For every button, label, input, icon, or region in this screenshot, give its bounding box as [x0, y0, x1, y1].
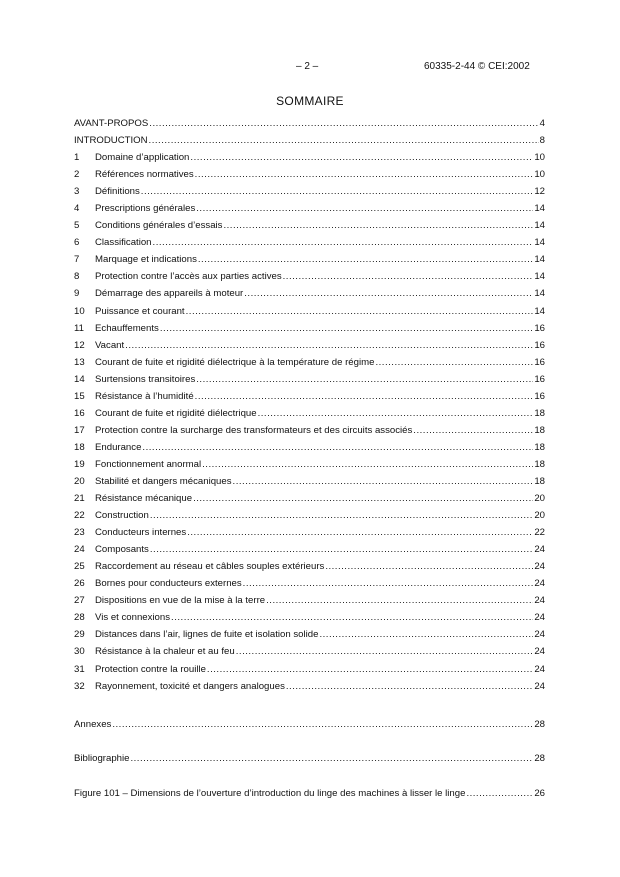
toc-entry-page: 24	[534, 561, 545, 573]
toc-entry-label: Rayonnement, toxicité et dangers analogues	[95, 680, 285, 692]
toc-entry-clause-29[interactable]	[74, 629, 545, 646]
toc-entry-number: 24	[74, 544, 85, 556]
toc-entry-number: 11	[74, 322, 84, 334]
toc-entry-label: Surtensions transitoires	[95, 373, 196, 385]
toc-entry-label: Endurance	[95, 441, 142, 453]
toc-entry-page: 14	[534, 237, 545, 249]
toc-entry-clause-20[interactable]	[74, 476, 545, 493]
toc-entry-label: Références normatives	[95, 169, 194, 181]
dot-leader	[258, 408, 534, 419]
toc-entry-number: 5	[74, 220, 80, 232]
toc-entry-number: 19	[74, 458, 85, 470]
toc-entry-clause-31[interactable]	[74, 664, 545, 681]
toc-entry-label: Distances dans l’air, lignes de fuite et isolation solide	[95, 629, 319, 641]
toc-entry-number: 31	[74, 663, 85, 675]
toc-entry-page: 20	[534, 510, 545, 522]
toc-entry-number: 14	[74, 373, 85, 385]
toc-entry-page: 4	[539, 118, 545, 129]
dot-leader	[142, 442, 533, 453]
dot-leader	[233, 476, 534, 487]
dot-leader	[130, 753, 533, 764]
toc-entry-number: 2	[74, 169, 80, 181]
toc-entry-clause-32[interactable]	[74, 681, 545, 698]
toc-entry-page: 16	[534, 356, 545, 368]
toc-entry-label: Conditions générales d’essais	[95, 220, 223, 232]
toc-entry-label: Démarrage des appareils à moteur	[95, 288, 244, 300]
dot-leader	[375, 357, 533, 368]
dot-leader	[125, 340, 533, 351]
toc-entry-label: Courant de fuite et rigidité diélectrique à la température de régime	[95, 356, 375, 368]
toc-entry-page: 14	[534, 305, 545, 317]
standard-reference: 60335-2-44 © CEI:2002	[424, 61, 530, 72]
toc-entry-clause-7[interactable]	[74, 254, 545, 271]
toc-entry-number: 15	[74, 390, 85, 402]
dot-leader	[266, 595, 533, 606]
dot-leader	[236, 646, 534, 657]
dot-leader	[243, 578, 534, 589]
dot-leader	[244, 288, 533, 299]
toc-entry-clause-23[interactable]	[74, 527, 545, 544]
toc-entry-label: Classification	[95, 237, 152, 249]
toc-entry-clause-11[interactable]	[74, 323, 545, 340]
page-number: – 2 –	[296, 61, 319, 72]
toc-entry-number: 18	[74, 441, 85, 453]
toc-entry-page: 28	[534, 753, 545, 764]
toc-entry-number: 21	[74, 493, 85, 505]
toc-entry-page: 24	[534, 663, 545, 675]
toc-entry-number: 6	[74, 237, 80, 249]
toc-entry-number: 32	[74, 680, 85, 692]
toc-entry-number: 26	[74, 578, 85, 590]
toc-entry-page: 24	[534, 612, 545, 624]
toc-entry-label: Puissance et courant	[95, 305, 185, 317]
toc-entry-clause-19[interactable]	[74, 459, 545, 476]
toc-entry-label: Fonctionnement anormal	[95, 458, 202, 470]
dot-leader	[193, 493, 533, 504]
dot-leader	[325, 561, 533, 572]
toc-entry-clause-27[interactable]	[74, 595, 545, 612]
toc-entry-number: 8	[74, 271, 80, 283]
toc-entry-annexes[interactable]	[74, 719, 545, 736]
toc-entry-label: AVANT-PROPOS	[74, 118, 149, 129]
toc-entry-page: 24	[534, 595, 545, 607]
toc-entry-clause-9[interactable]	[74, 288, 545, 305]
toc-entry-page: 28	[534, 719, 545, 730]
toc-entry-label: Vis et connexions	[95, 612, 171, 624]
toc-entry-number: 7	[74, 254, 80, 266]
toc-entry-page: 12	[534, 186, 545, 198]
toc-entry-number: 16	[74, 407, 85, 419]
toc-entry-clause-18[interactable]	[74, 442, 545, 459]
toc-entry-page: 10	[534, 152, 545, 164]
toc-entry-clause-26[interactable]	[74, 578, 545, 595]
dot-leader	[171, 612, 533, 623]
dot-leader	[141, 186, 534, 197]
toc-entry-label: Résistance à la chaleur et au feu	[95, 646, 235, 658]
dot-leader	[198, 254, 533, 265]
toc-entry-page: 24	[534, 646, 545, 658]
toc-entry-label: Annexes	[74, 719, 112, 730]
toc-entry-number: 29	[74, 629, 85, 641]
table-of-contents	[74, 118, 545, 698]
toc-entry-number: 23	[74, 527, 85, 539]
toc-entry-number: 3	[74, 186, 80, 198]
toc-entry-label: Domaine d’application	[95, 152, 190, 164]
toc-entry-page: 16	[534, 390, 545, 402]
toc-entry-clause-1[interactable]	[74, 152, 545, 169]
dot-leader	[283, 271, 534, 282]
dot-leader	[286, 681, 533, 692]
toc-entry-clause-10[interactable]	[74, 306, 545, 323]
page-title: SOMMAIRE	[276, 94, 344, 108]
toc-entry-clause-17[interactable]	[74, 425, 545, 442]
dot-leader	[466, 788, 533, 799]
toc-entry-page: 24	[534, 544, 545, 556]
dot-leader	[195, 391, 534, 402]
dot-leader	[207, 664, 533, 675]
toc-entry-number: 27	[74, 595, 85, 607]
toc-entry-page: 24	[534, 680, 545, 692]
toc-entry-label: Courant de fuite et rigidité diélectrique	[95, 407, 257, 419]
toc-entry-number: 1	[74, 152, 80, 164]
toc-entry-avant-propos[interactable]	[74, 118, 545, 135]
dot-leader	[413, 425, 533, 436]
toc-entry-number: 13	[74, 356, 85, 368]
dot-leader	[319, 629, 533, 640]
toc-entry-clause-8[interactable]	[74, 271, 545, 288]
toc-entry-number: 4	[74, 203, 80, 215]
dot-leader	[196, 374, 533, 385]
toc-entry-number: 28	[74, 612, 85, 624]
toc-entry-page: 16	[534, 322, 545, 334]
toc-entry-number: 20	[74, 475, 85, 487]
toc-entry-page: 18	[534, 424, 545, 436]
toc-entry-page: 24	[534, 629, 545, 641]
toc-entry-page: 14	[534, 288, 545, 300]
dot-leader	[150, 510, 533, 521]
toc-entry-number: 25	[74, 561, 85, 573]
toc-entry-clause-2[interactable]	[74, 169, 545, 186]
toc-entry-number: 12	[74, 339, 85, 351]
dot-leader	[196, 203, 533, 214]
toc-entry-page: 24	[534, 578, 545, 590]
toc-entry-page: 18	[534, 407, 545, 419]
toc-entry-page: 16	[534, 339, 545, 351]
toc-entry-label: Résistance à l’humidité	[95, 390, 194, 402]
dot-leader	[112, 719, 533, 730]
toc-entry-label: Bornes pour conducteurs externes	[95, 578, 242, 590]
toc-entry-page: 10	[534, 169, 545, 181]
toc-entry-introduction[interactable]	[74, 135, 545, 152]
toc-entry-clause-5[interactable]	[74, 220, 545, 237]
toc-entry-label: Figure 101 – Dimensions de l’ouverture d’introduction du linge des machines à lisser le linge	[74, 788, 466, 799]
toc-entry-clause-4[interactable]	[74, 203, 545, 220]
toc-entry-number: 17	[74, 424, 85, 436]
toc-entry-clause-21[interactable]	[74, 493, 545, 510]
toc-entry-page: 14	[534, 220, 545, 232]
toc-entry-label: Construction	[95, 510, 149, 522]
toc-entry-label: Composants	[95, 544, 149, 556]
toc-entry-page: 20	[534, 493, 545, 505]
toc-entry-label: Résistance mécanique	[95, 493, 193, 505]
toc-entry-bibliographie[interactable]	[74, 753, 545, 770]
toc-entry-page: 16	[534, 373, 545, 385]
dot-leader	[149, 118, 538, 129]
toc-entry-label: INTRODUCTION	[74, 135, 148, 147]
toc-entry-number: 30	[74, 646, 85, 658]
toc-entry-page: 18	[534, 475, 545, 487]
dot-leader	[187, 527, 533, 538]
toc-entry-page: 14	[534, 254, 545, 266]
toc-entry-page: 8	[539, 135, 545, 147]
toc-entry-label: Conducteurs internes	[95, 527, 187, 539]
toc-entry-clause-3[interactable]	[74, 186, 545, 203]
toc-entry-label: Prescriptions générales	[95, 203, 196, 215]
dot-leader	[195, 169, 534, 180]
toc-entry-page: 14	[534, 271, 545, 283]
toc-entry-page: 18	[534, 458, 545, 470]
toc-entry-number: 10	[74, 305, 85, 317]
toc-entry-clause-13[interactable]	[74, 357, 545, 374]
toc-entry-label: Protection contre la surcharge des transformateurs et des circuits associés	[95, 424, 413, 436]
toc-entry-label: Dispositions en vue de la mise à la terre	[95, 595, 266, 607]
toc-entry-label: Protection contre la rouille	[95, 663, 206, 675]
toc-entry-number: 9	[74, 288, 80, 300]
toc-entry-label: Vacant	[95, 339, 125, 351]
toc-entry-page: 18	[534, 441, 545, 453]
toc-entry-clause-25[interactable]	[74, 561, 545, 578]
toc-entry-clause-28[interactable]	[74, 612, 545, 629]
toc-entry-figure-101[interactable]	[74, 788, 545, 805]
toc-entry-label: Marquage et indications	[95, 254, 197, 266]
toc-entry-clause-30[interactable]	[74, 646, 545, 663]
toc-entry-page: 14	[534, 203, 545, 215]
toc-entry-clause-16[interactable]	[74, 408, 545, 425]
toc-entry-number: 22	[74, 510, 85, 522]
toc-entry-label: Raccordement au réseau et câbles souples extérieurs	[95, 561, 325, 573]
dot-leader	[149, 135, 539, 146]
toc-entry-label: Bibliographie	[74, 753, 130, 764]
toc-entry-clause-22[interactable]	[74, 510, 545, 527]
toc-entry-clause-14[interactable]	[74, 374, 545, 391]
dot-leader	[190, 152, 533, 163]
toc-entry-page: 26	[534, 788, 545, 799]
toc-entry-clause-24[interactable]	[74, 544, 545, 561]
dot-leader	[153, 237, 534, 248]
toc-entry-label: Protection contre l’accès aux parties actives	[95, 271, 282, 283]
toc-entry-clause-12[interactable]	[74, 340, 545, 357]
dot-leader	[223, 220, 533, 231]
dot-leader	[186, 306, 534, 317]
toc-entry-clause-6[interactable]	[74, 237, 545, 254]
toc-entry-label: Stabilité et dangers mécaniques	[95, 475, 232, 487]
dot-leader	[202, 459, 533, 470]
toc-entry-label: Définitions	[95, 186, 140, 198]
toc-entry-label: Echauffements	[95, 322, 159, 334]
toc-entry-clause-15[interactable]	[74, 391, 545, 408]
dot-leader	[150, 544, 533, 555]
toc-entry-page: 22	[534, 527, 545, 539]
dot-leader	[160, 323, 534, 334]
